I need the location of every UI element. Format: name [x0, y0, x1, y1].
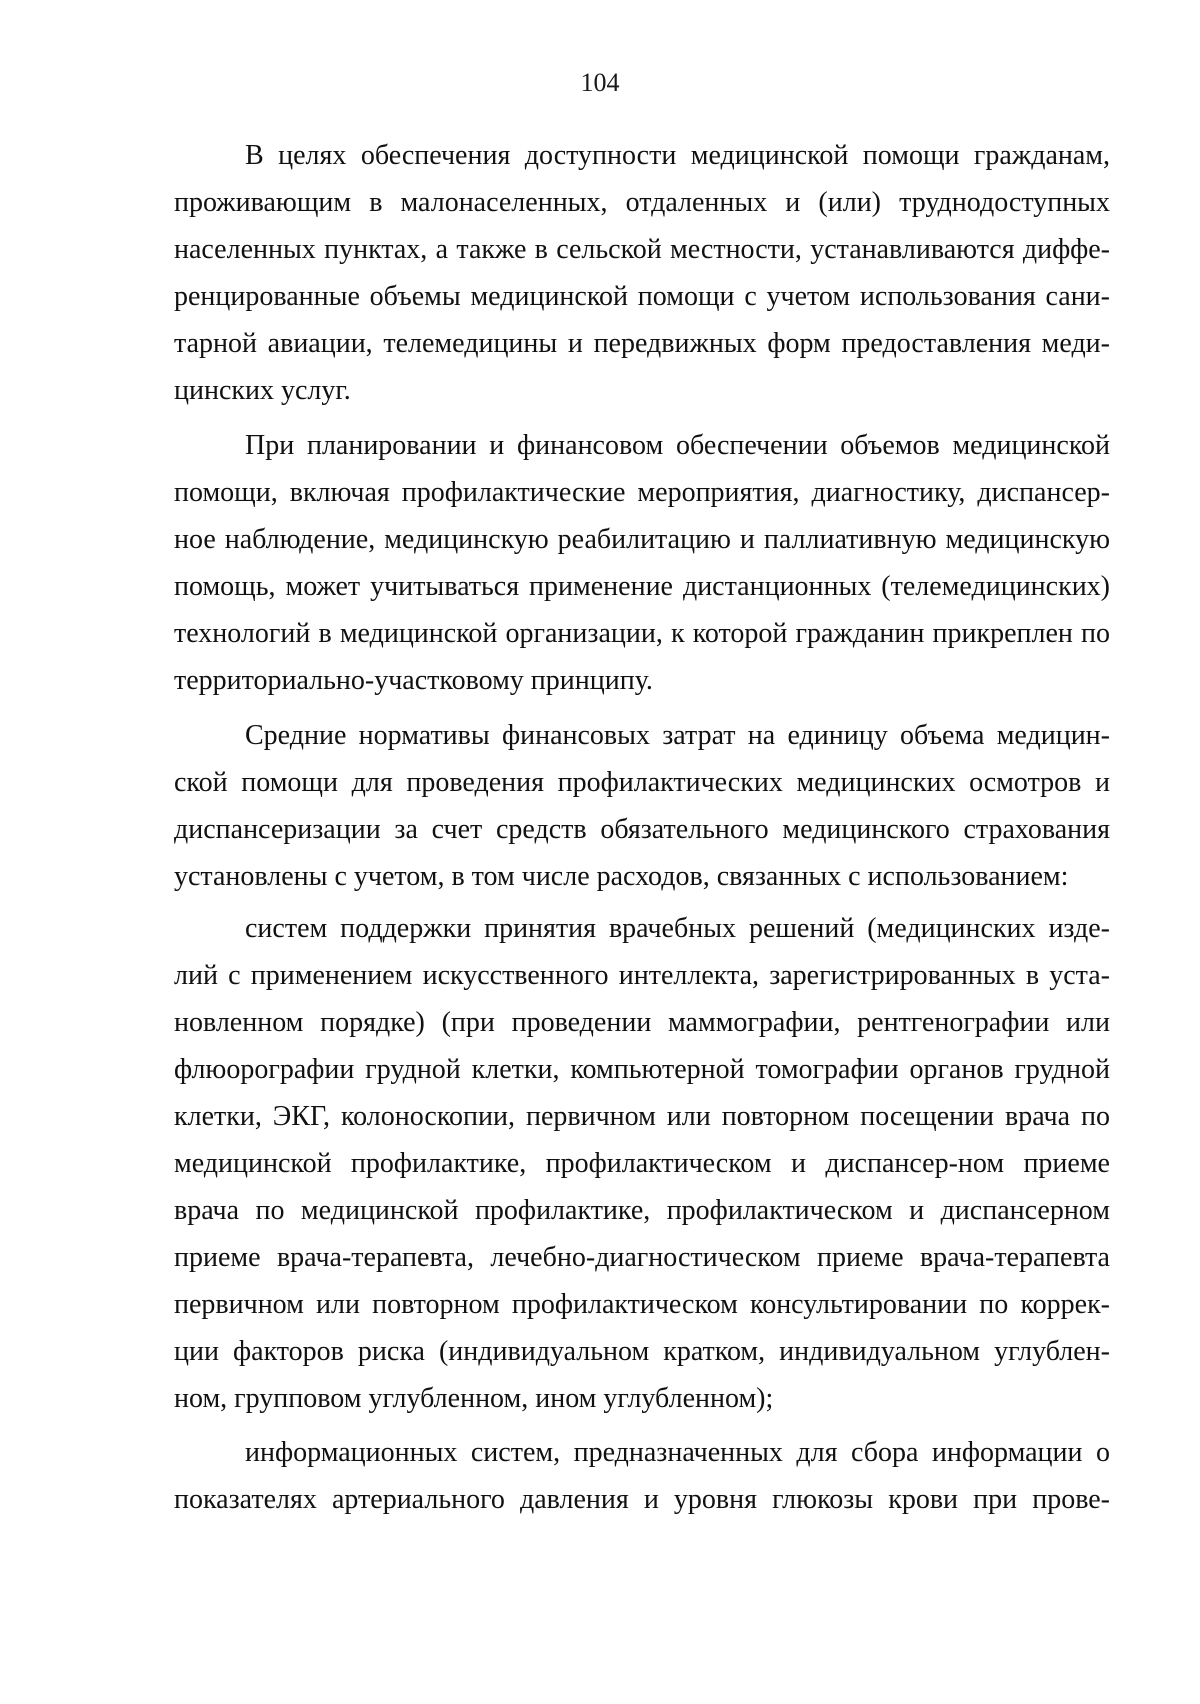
text-line: лий с применением искусственного интеллекта, зарегистрированных в уста-: [174, 960, 1110, 991]
text-line: территориально-участковому принципу.: [174, 665, 653, 696]
paragraph-5: [174, 1429, 1110, 1523]
text-line: ное наблюдение, медицинскую реабилитацию и паллиативную медицинскую: [174, 524, 1110, 555]
text-line: Средние нормативы финансовых затрат на единицу объема медицин-: [245, 720, 1110, 751]
text-line: показателях артериального давления и уровня глюкозы крови при прове-: [174, 1484, 1110, 1515]
text-line: ской помощи для проведения профилактических медицинских осмотров и: [174, 767, 1110, 798]
text-line: диспансеризации за счет средств обязательного медицинского страхования: [174, 814, 1110, 845]
text-line: населенных пунктах, а также в сельской местности, устанавливаются диффе-: [174, 234, 1110, 265]
paragraph-4: [174, 905, 1110, 1422]
text-line: помощь, может учитываться применение дистанционных (телемедицинских): [174, 571, 1110, 602]
text-line: установлены с учетом, в том числе расходов, связанных с использованием:: [174, 861, 1069, 892]
text-line: помощи, включая профилактические мероприятия, диагностику, диспансер-: [174, 477, 1110, 508]
text-line: ренцированные объемы медицинской помощи с учетом использования сани-: [174, 281, 1110, 312]
text-line: проживающим в малонаселенных, отдаленных и (или) труднодоступных: [174, 187, 1110, 218]
text-line: медицинской профилактике, профилактическом и диспансер-ном приеме: [174, 1148, 1110, 1179]
page-number: 104: [580, 68, 620, 97]
text-line: технологий в медицинской организации, к которой гражданин прикреплен по: [174, 618, 1110, 649]
text-line: тарной авиации, телемедицины и передвижных форм предоставления меди-: [174, 328, 1110, 359]
paragraph-2: [174, 422, 1110, 704]
text-line: ном, групповом углубленном, ином углубленном);: [174, 1383, 774, 1414]
text-line: цинских услуг.: [174, 375, 351, 406]
text-line: систем поддержки принятия врачебных решений (медицинских изде-: [245, 913, 1110, 944]
text-line: новленном порядке) (при проведении маммографии, рентгенографии или: [174, 1007, 1110, 1038]
text-line: приеме врача-терапевта, лечебно-диагностическом приеме врача-терапевта: [174, 1242, 1110, 1273]
text-line: первичном или повторном профилактическом консультировании по коррек-: [174, 1289, 1110, 1320]
text-line: врача по медицинской профилактике, профилактическом и диспансерном: [174, 1195, 1110, 1226]
text-line: В целях обеспечения доступности медицинской помощи гражданам,: [245, 140, 1110, 171]
text-line: При планировании и финансовом обеспечении объемов медицинской: [245, 430, 1110, 461]
paragraph-1: [174, 132, 1110, 414]
text-line: клетки, ЭКГ, колоноскопии, первичном или повторном посещении врача по: [174, 1101, 1110, 1132]
text-line: ции факторов риска (индивидуальном кратком, индивидуальном углублен-: [174, 1336, 1110, 1367]
text-line: информационных систем, предназначенных для сбора информации о: [245, 1437, 1110, 1468]
paragraph-3: [174, 712, 1110, 900]
text-line: флюорографии грудной клетки, компьютерной томографии органов грудной: [174, 1054, 1110, 1085]
